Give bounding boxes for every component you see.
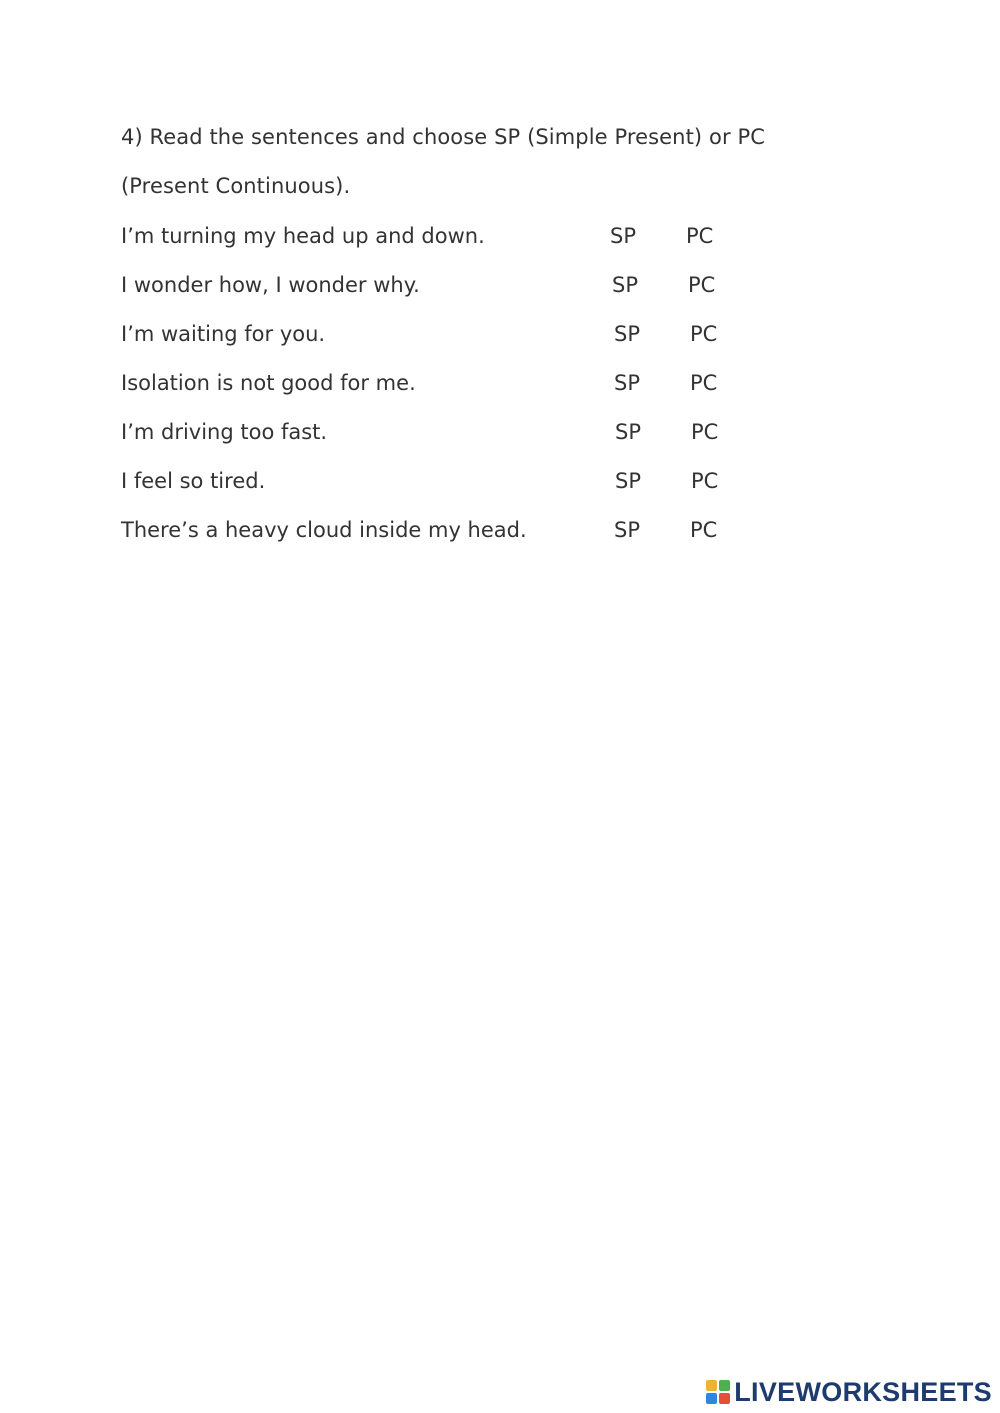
logo-cell-2 [719, 1380, 730, 1391]
logo-text: LIVEWORKSHEETS [734, 1376, 992, 1407]
item-sentence: I’m driving too fast. [121, 420, 328, 444]
option-pc[interactable]: PC [688, 273, 716, 297]
item-sentence: Isolation is not good for me. [121, 371, 416, 395]
option-sp[interactable]: SP [614, 371, 640, 395]
instruction-line-1: 4) Read the sentences and choose SP (Simple Present) or PC [121, 125, 765, 149]
option-pc[interactable]: PC [686, 224, 714, 248]
item-sentence: I’m turning my head up and down. [121, 224, 485, 248]
exercise-item-2 [121, 272, 881, 302]
item-sentence: I wonder how, I wonder why. [121, 273, 420, 297]
exercise-item-3 [121, 321, 881, 351]
exercise-item-1 [121, 223, 881, 253]
exercise-item-7 [121, 517, 881, 547]
item-sentence: I’m waiting for you. [121, 322, 326, 346]
option-sp[interactable]: SP [610, 224, 636, 248]
item-sentence: I feel so tired. [121, 469, 266, 493]
option-sp[interactable]: SP [615, 469, 641, 493]
option-sp[interactable]: SP [614, 518, 640, 542]
option-pc[interactable]: PC [690, 371, 718, 395]
liveworksheets-logo-icon [706, 1380, 730, 1404]
logo-cell-4 [719, 1393, 730, 1404]
item-sentence: There’s a heavy cloud inside my head. [121, 518, 527, 542]
option-pc[interactable]: PC [690, 322, 718, 346]
option-pc[interactable]: PC [690, 518, 718, 542]
exercise-item-6 [121, 468, 881, 498]
option-pc[interactable]: PC [691, 469, 719, 493]
exercise-item-5 [121, 419, 881, 449]
option-sp[interactable]: SP [612, 273, 638, 297]
option-pc[interactable]: PC [691, 420, 719, 444]
option-sp[interactable]: SP [614, 322, 640, 346]
instruction-line-2: (Present Continuous). [121, 174, 351, 198]
option-sp[interactable]: SP [615, 420, 641, 444]
liveworksheets-logo [706, 1377, 992, 1407]
exercise-item-4 [121, 370, 881, 400]
logo-cell-3 [706, 1393, 717, 1404]
logo-cell-1 [706, 1380, 717, 1391]
